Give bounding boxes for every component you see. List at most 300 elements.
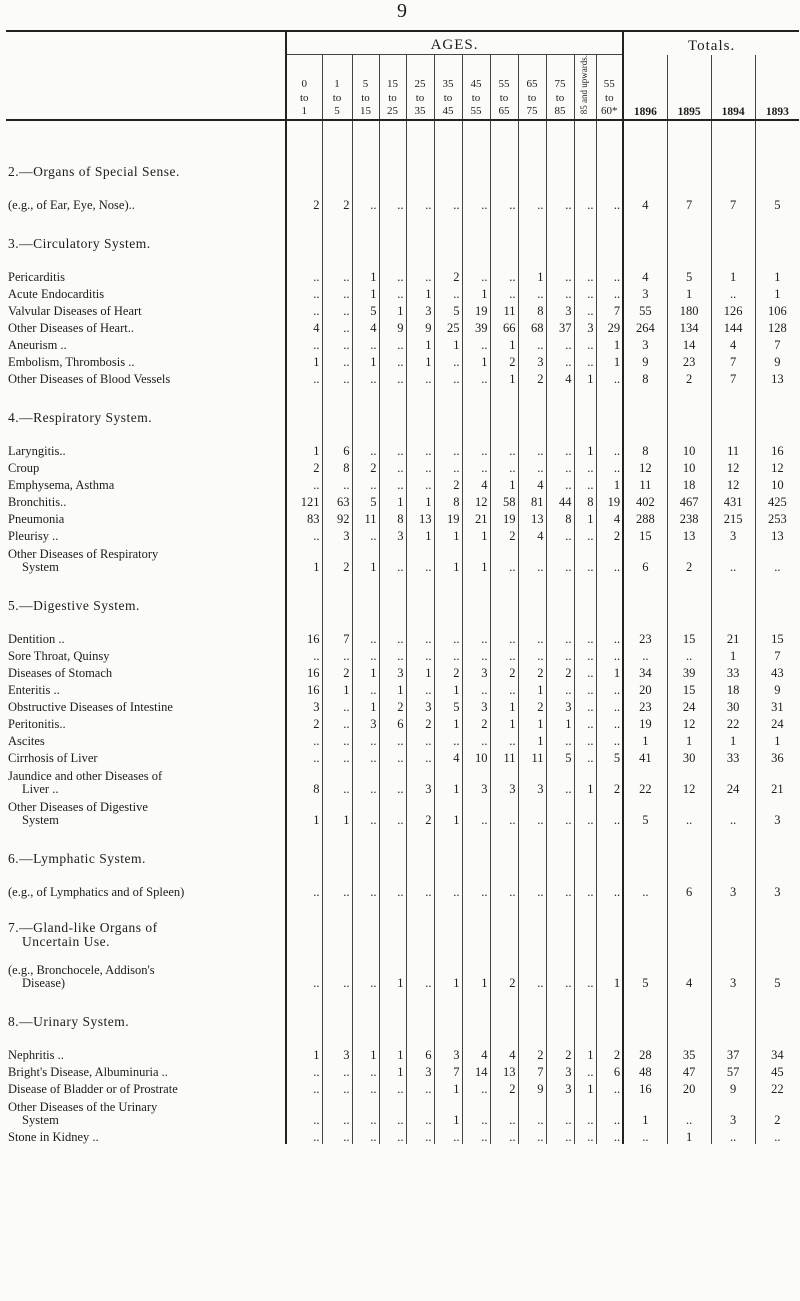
table-row [6,492,799,509]
year-total-cell: 9 [623,352,667,369]
year-total-cell: 28 [623,1045,667,1062]
year-total-cell: 264 [623,318,667,335]
disease-label-text: Embolism, Thrombosis .. [8,354,135,369]
section-title-row [6,1012,799,1029]
year-total-cell: 2 [755,1096,799,1127]
year-total-cell: 12 [623,458,667,475]
age-count-cell: .. [434,1127,462,1144]
age-count-cell: .. [379,267,406,284]
age-count-cell: 1 [379,492,406,509]
table-row [6,284,799,301]
age-column-header [406,55,434,121]
age-count-cell: 1 [406,663,434,680]
age-count-cell: .. [379,1079,406,1096]
year-total-cell: 5 [667,267,711,284]
year-total-cell: 43 [755,663,799,680]
age-count-cell: 2 [352,458,379,475]
age-count-cell: .. [596,543,623,574]
age-count-cell: 1 [574,1045,596,1062]
age-count-cell: 2 [322,543,352,574]
age-count-cell: 1 [574,1079,596,1096]
section-title-text: 6.—Lymphatic System. [8,850,146,866]
age-count-cell: 2 [322,663,352,680]
disease-label [6,959,286,990]
year-total-cell: 11 [623,475,667,492]
disease-label-text: Bronchitis.. [8,494,67,509]
age-count-cell: 19 [490,509,518,526]
age-count-cell: .. [596,1096,623,1127]
year-total-cell: 23 [623,629,667,646]
section-title-text: Uncertain Use. [22,934,110,950]
age-count-cell: 2 [434,475,462,492]
year-total-cell: 5 [623,959,667,990]
age-count-cell: 3 [406,301,434,318]
age-count-cell: .. [574,526,596,543]
age-count-cell: 58 [490,492,518,509]
age-count-cell: 2 [518,1045,546,1062]
year-total-cell: 4 [711,335,755,352]
age-range-bot: 55 [470,105,482,118]
age-count-cell: .. [322,301,352,318]
year-total-cell: 22 [623,765,667,796]
age-count-cell: .. [406,680,434,697]
age-count-cell: .. [286,1127,322,1144]
age-count-cell: 3 [518,352,546,369]
age-count-cell: .. [286,748,322,765]
age-count-cell: 16 [286,680,322,697]
age-count-cell: .. [574,335,596,352]
age-count-cell: .. [352,335,379,352]
age-count-cell: 1 [434,959,462,990]
age-count-cell: .. [322,697,352,714]
disease-label [6,369,286,386]
age-count-cell: 6 [379,714,406,731]
age-count-cell: .. [462,1096,490,1127]
year-total-cell: 1 [667,1127,711,1144]
year-total-cell: 31 [755,697,799,714]
age-count-cell: .. [518,441,546,458]
age-count-cell: 4 [596,509,623,526]
age-count-cell: .. [286,301,322,318]
table-row [6,1096,799,1127]
age-count-cell: .. [286,369,322,386]
table-row [6,629,799,646]
disease-label [6,492,286,509]
age-count-cell: 11 [518,748,546,765]
year-total-cell: 23 [623,697,667,714]
age-count-cell: .. [546,475,574,492]
age-count-cell: 1 [434,335,462,352]
disease-label [6,441,286,458]
disease-label-text: Dentition .. [8,631,65,646]
age-count-cell: .. [406,959,434,990]
year-total-cell: 1 [667,731,711,748]
age-count-cell: 1 [434,543,462,574]
section-title-text: 7.—Gland-like Organs of [8,921,158,935]
age-count-cell: .. [518,458,546,475]
year-total-cell: 4 [623,267,667,284]
table-row [6,765,799,796]
table-row [6,543,799,574]
year-total-cell: 5 [623,796,667,827]
age-count-cell: .. [379,882,406,899]
age-count-cell: .. [379,458,406,475]
age-range-mid: to [499,91,509,104]
disease-label [6,697,286,714]
age-count-cell: .. [490,543,518,574]
year-total-cell: 35 [667,1045,711,1062]
year-total-cell: 6 [623,543,667,574]
table-row [6,697,799,714]
age-range-bot: 45 [442,105,454,118]
age-count-cell: 7 [596,301,623,318]
age-count-cell: .. [546,352,574,369]
age-count-cell: 39 [462,318,490,335]
age-count-cell: .. [596,1127,623,1144]
age-count-cell: .. [379,335,406,352]
year-total-cell: 7 [667,195,711,212]
age-count-cell: .. [490,731,518,748]
section-title [6,1012,286,1029]
age-count-cell: 5 [596,748,623,765]
age-count-cell: 1 [379,959,406,990]
age-count-cell: .. [406,1079,434,1096]
age-count-cell: .. [574,195,596,212]
year-total-cell: 12 [711,475,755,492]
age-count-cell: 1 [352,284,379,301]
age-count-cell: 19 [596,492,623,509]
age-count-cell: 3 [352,714,379,731]
table-row [6,475,799,492]
age-count-cell: .. [518,646,546,663]
age-count-cell: .. [352,1127,379,1144]
disease-label [6,796,286,827]
table-row [6,195,799,212]
age-count-cell: 3 [546,697,574,714]
age-count-cell: .. [574,543,596,574]
year-total-cell: 48 [623,1062,667,1079]
age-count-cell: 1 [462,543,490,574]
age-count-cell: .. [434,441,462,458]
age-count-cell: 4 [352,318,379,335]
age-count-cell: .. [596,796,623,827]
age-range-top: 1 [334,77,340,90]
age-count-cell: .. [352,195,379,212]
age-count-cell: .. [434,195,462,212]
age-count-cell: 4 [518,475,546,492]
age-count-cell: 3 [490,765,518,796]
age-count-cell: .. [596,714,623,731]
age-count-cell: 44 [546,492,574,509]
age-count-cell: 13 [490,1062,518,1079]
age-count-cell: 1 [518,680,546,697]
year-total-cell: 134 [667,318,711,335]
age-count-cell: .. [490,195,518,212]
age-count-cell: 8 [574,492,596,509]
section-title-row [6,849,799,866]
age-range-mid: to [527,91,537,104]
year-total-cell: 5 [755,195,799,212]
year-total-cell: 7 [711,195,755,212]
section-title [6,596,286,613]
header-row-columns [6,55,799,121]
year-total-cell: 431 [711,492,755,509]
age-count-cell: 1 [518,714,546,731]
age-count-cell: .. [574,731,596,748]
disease-label-text: Other Diseases of Digestive [8,799,148,814]
age-count-cell: .. [352,748,379,765]
age-range-mid: to [605,91,614,104]
age-count-cell: 9 [406,318,434,335]
age-count-cell: 5 [434,697,462,714]
age-count-cell: .. [574,284,596,301]
year-total-cell: 10 [667,441,711,458]
age-count-cell: 1 [352,543,379,574]
age-range-bot: 75 [526,105,538,118]
age-count-cell: .. [322,284,352,301]
age-count-cell: .. [434,352,462,369]
year-total-cell: 57 [711,1062,755,1079]
age-column-header [490,55,518,121]
year-total-cell: 24 [755,714,799,731]
age-count-cell: .. [352,1096,379,1127]
age-count-cell: .. [379,1127,406,1144]
year-total-cell: 13 [755,369,799,386]
spacer-row [6,866,799,882]
age-count-cell: .. [574,267,596,284]
year-total-cell: 22 [755,1079,799,1096]
age-count-cell: .. [379,543,406,574]
age-count-cell: 25 [434,318,462,335]
spacer-row [6,386,799,408]
age-count-cell: 5 [352,492,379,509]
age-count-cell: .. [322,335,352,352]
age-count-cell: .. [518,959,546,990]
age-count-cell: .. [352,441,379,458]
year-total-cell: 23 [667,352,711,369]
age-count-cell: 1 [406,526,434,543]
age-column-header [462,55,490,121]
age-count-cell: .. [518,882,546,899]
age-range-mid: to [471,91,481,104]
year-total-cell: 4 [623,195,667,212]
age-count-cell: 2 [286,195,322,212]
age-count-cell: .. [322,748,352,765]
table-row [6,882,799,899]
age-count-cell: 1 [596,475,623,492]
year-total-cell: 1 [711,646,755,663]
table-row [6,441,799,458]
age-count-cell: .. [286,731,322,748]
age-count-cell: .. [462,458,490,475]
disease-label-text: Sore Throat, Quinsy [8,648,110,663]
age-count-cell: .. [434,284,462,301]
age-count-cell: .. [596,458,623,475]
age-range-mid: to [443,91,453,104]
age-count-cell: 7 [434,1062,462,1079]
age-count-cell: .. [352,731,379,748]
year-total-cell: 467 [667,492,711,509]
disease-label [6,1096,286,1127]
disease-label [6,629,286,646]
age-count-cell: 1 [434,1096,462,1127]
age-count-cell: 2 [434,663,462,680]
age-count-cell: .. [406,1127,434,1144]
disease-label [6,543,286,574]
age-count-cell: .. [574,1062,596,1079]
age-count-cell: .. [462,731,490,748]
age-column-header [434,55,462,121]
age-count-cell: .. [322,646,352,663]
age-count-cell: 1 [490,697,518,714]
year-total-cell: 13 [755,526,799,543]
age-count-cell: 37 [546,318,574,335]
age-count-cell: 8 [546,509,574,526]
year-total-cell: 1 [623,731,667,748]
age-count-cell: .. [286,267,322,284]
table-row [6,369,799,386]
age-range-label: 85 and upwards. [579,55,590,115]
disease-label [6,748,286,765]
age-count-cell: .. [546,731,574,748]
age-count-cell: 81 [518,492,546,509]
age-count-cell: .. [406,369,434,386]
age-count-cell: 2 [546,663,574,680]
age-count-cell: 2 [518,369,546,386]
section-title-text: 2.—Organs of Special Sense. [8,163,180,179]
disease-label-text: Cirrhosis of Liver [8,750,98,765]
age-count-cell: .. [546,646,574,663]
year-total-cell: 6 [667,882,711,899]
age-count-cell: .. [596,369,623,386]
age-count-cell: 1 [596,663,623,680]
age-count-cell: 3 [574,318,596,335]
age-count-cell: .. [490,458,518,475]
table-row [6,335,799,352]
year-total-cell: 12 [667,714,711,731]
age-count-cell: 4 [286,318,322,335]
table-row [6,1079,799,1096]
age-count-cell: 1 [490,335,518,352]
age-count-cell: 3 [546,301,574,318]
age-count-cell: .. [596,284,623,301]
age-count-cell: .. [490,796,518,827]
age-count-cell: 9 [518,1079,546,1096]
age-count-cell: 5 [434,301,462,318]
age-count-cell: .. [322,475,352,492]
disease-label [6,195,286,212]
age-count-cell: .. [596,646,623,663]
age-count-cell: .. [379,284,406,301]
age-count-cell: 92 [322,509,352,526]
age-count-cell: .. [518,335,546,352]
age-count-cell: .. [379,796,406,827]
year-total-cell: .. [755,543,799,574]
age-count-cell: .. [596,195,623,212]
age-count-cell: 10 [462,748,490,765]
age-count-cell: .. [596,882,623,899]
disease-label-text: (e.g., Bronchocele, Addison's [8,963,155,978]
disease-label-text: Valvular Diseases of Heart [8,303,142,318]
age-count-cell: .. [574,475,596,492]
age-count-cell: 1 [434,1079,462,1096]
age-count-cell: .. [574,882,596,899]
age-column-header [286,55,322,121]
age-count-cell: .. [462,369,490,386]
age-count-cell: .. [546,267,574,284]
age-count-cell: .. [490,1096,518,1127]
age-count-cell: .. [462,441,490,458]
disease-label [6,1079,286,1096]
age-count-cell: 3 [546,1079,574,1096]
disease-label [6,765,286,796]
age-count-cell: 63 [322,492,352,509]
age-count-cell: .. [406,1096,434,1127]
year-total-cell: 7 [711,352,755,369]
age-count-cell: .. [322,1062,352,1079]
age-count-cell: .. [462,1079,490,1096]
disease-label [6,301,286,318]
age-count-cell: 1 [434,714,462,731]
age-count-cell: .. [574,1127,596,1144]
year-total-cell: .. [711,796,755,827]
age-count-cell: 1 [574,441,596,458]
age-count-cell: .. [406,748,434,765]
age-count-cell: 8 [379,509,406,526]
age-count-cell: 1 [379,1062,406,1079]
age-count-cell: 1 [462,352,490,369]
age-range-top: 25 [414,77,426,90]
year-total-cell: 20 [623,680,667,697]
age-count-cell: .. [490,267,518,284]
age-count-cell: .. [596,1079,623,1096]
year-total-cell: .. [623,1127,667,1144]
age-count-cell: 2 [490,526,518,543]
age-range-top: 55 [603,77,615,90]
age-count-cell: .. [352,765,379,796]
section-title [6,408,286,425]
table-row [6,1045,799,1062]
age-count-cell: .. [406,731,434,748]
year-total-cell: 37 [711,1045,755,1062]
disease-label-text: Acute Endocarditis [8,286,105,301]
age-count-cell: 16 [286,629,322,646]
age-count-cell: 2 [490,1079,518,1096]
age-count-cell: 5 [546,748,574,765]
age-count-cell: 1 [574,765,596,796]
year-total-cell: 3 [711,1096,755,1127]
year-total-cell: 8 [623,369,667,386]
year-total-cell: 7 [755,646,799,663]
age-count-cell: 13 [518,509,546,526]
year-total-cell: 15 [667,680,711,697]
table-row [6,959,799,990]
age-count-cell: .. [546,959,574,990]
disease-label-text: Emphysema, Asthma [8,477,115,492]
age-count-cell: 2 [286,458,322,475]
age-count-cell: 1 [406,335,434,352]
year-column-header: 1895 [667,55,711,121]
age-count-cell: .. [518,284,546,301]
age-count-cell: 1 [490,714,518,731]
age-count-cell: .. [406,195,434,212]
age-count-cell: 4 [462,1045,490,1062]
year-total-cell: 30 [711,697,755,714]
age-count-cell: .. [434,731,462,748]
year-column-header: 1896 [623,55,667,121]
age-count-cell: .. [352,646,379,663]
age-count-cell: 2 [434,267,462,284]
